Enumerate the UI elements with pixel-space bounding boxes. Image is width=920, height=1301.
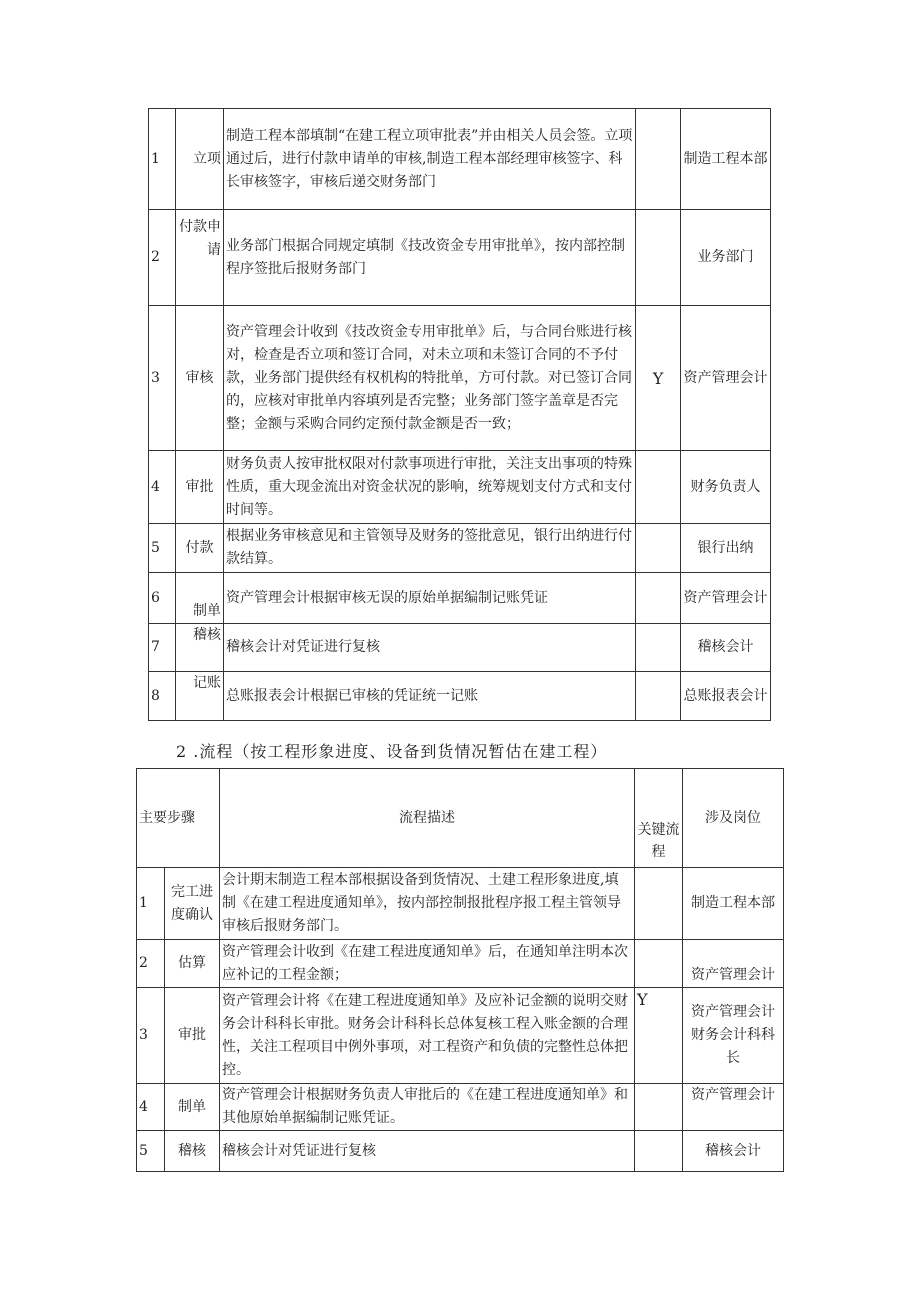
responsible-post: 制造工程本部 [683, 868, 784, 940]
step-number: 1 [137, 868, 165, 940]
step-description: 资产管理会计收到《技改资金专用审批单》后，与合同台账进行核对，检查是否立项和签订合同，对未立项和未签订合同的不予付款，业务部门提供经有权机构的特批单，方可付款。对已签订合同的，应核对审批单内容填列是否完整；业务部门签字盖章是否完整；金额与采购合同约定预付款金额是否一致； [224, 306, 636, 451]
table-header-row [137, 769, 784, 868]
step-description: 根据业务审核意见和主管领导及财务的签批意见，银行出纳进行付款结算。 [224, 524, 636, 573]
step-name: 制单 [165, 1084, 220, 1131]
step-description: 资产管理会计收到《在建工程进度通知单》后，在通知单注明本次应补记的工程金额； [220, 940, 635, 988]
step-description: 制造工程本部填制“在建工程立项审批表”并由相关人员会签。立项通过后，进行付款申请单的审核,制造工程本部经理审核签字、科长审核签字，审核后递交财务部门 [224, 109, 636, 210]
responsible-post: 业务部门 [681, 210, 771, 306]
key-flag [635, 940, 683, 988]
step-number: 2 [137, 940, 165, 988]
table-row [149, 524, 771, 573]
step-description: 资产管理会计将《在建工程进度通知单》及应补记金额的说明交财务会计科科长审批。财务会计科科长总体复核工程入账金额的合理性，关注工程项目中例外事项，对工程资产和负债的完整性总体把控。 [220, 988, 635, 1084]
step-number: 3 [137, 988, 165, 1084]
table-row [137, 1131, 784, 1172]
responsible-post: 银行出纳 [681, 524, 771, 573]
step-name: 立项 [176, 109, 224, 210]
step-number: 5 [137, 1131, 165, 1172]
table-row [149, 624, 771, 672]
header-post: 涉及岗位 [683, 769, 784, 868]
table-row [149, 306, 771, 451]
table-row [149, 451, 771, 524]
step-description: 总账报表会计根据已审核的凭证统一记账 [224, 672, 636, 721]
step-number: 2 [149, 210, 176, 306]
estimate-process-table [136, 768, 784, 1172]
header-steps: 主要步骤 [137, 769, 220, 868]
step-name: 审批 [176, 451, 224, 524]
step-number: 1 [149, 109, 176, 210]
key-flag [636, 524, 681, 573]
step-name: 记账 [176, 672, 224, 721]
responsible-post: 稽核会计 [683, 1131, 784, 1172]
responsible-post: 资产管理会计 [681, 573, 771, 624]
step-number: 6 [149, 573, 176, 624]
responsible-post: 资产管理会计财务会计科科长 [683, 988, 784, 1084]
key-flag [635, 868, 683, 940]
step-name: 付款 [176, 524, 224, 573]
key-flag [636, 451, 681, 524]
table-row [149, 672, 771, 721]
step-name: 稽核 [176, 624, 224, 672]
table-row [137, 1084, 784, 1131]
approval-process-table [148, 108, 771, 721]
step-description: 资产管理会计根据财务负责人审批后的《在建工程进度通知单》和其他原始单据编制记账凭证。 [220, 1084, 635, 1131]
step-description: 稽核会计对凭证进行复核 [220, 1131, 635, 1172]
step-name: 估算 [165, 940, 220, 988]
responsible-post: 资产管理会计 [681, 306, 771, 451]
key-flag [636, 672, 681, 721]
responsible-post: 稽核会计 [681, 624, 771, 672]
key-flag: Y [635, 988, 683, 1084]
step-description: 会计期末制造工程本部根据设备到货情况、土建工程形象进度,填制《在建工程进度通知单》，按内部控制报批程序报工程主管领导审核后报财务部门。 [220, 868, 635, 940]
table-row [137, 988, 784, 1084]
section-title: 2 .流程（按工程形象进度、设备到货情况暂估在建工程） [176, 742, 608, 761]
step-name: 审批 [165, 988, 220, 1084]
step-name: 稽核 [165, 1131, 220, 1172]
key-flag: Y [636, 306, 681, 451]
step-name: 付款申请 [176, 210, 224, 306]
header-key: 关键流程 [635, 769, 683, 868]
responsible-post: 总账报表会计 [681, 672, 771, 721]
table-row [137, 940, 784, 988]
step-description: 资产管理会计根据审核无误的原始单据编制记账凭证 [224, 573, 636, 624]
key-flag [636, 573, 681, 624]
step-number: 5 [149, 524, 176, 573]
step-number: 7 [149, 624, 176, 672]
header-description: 流程描述 [220, 769, 635, 868]
responsible-post: 资产管理会计 [683, 940, 784, 988]
table-row [149, 109, 771, 210]
responsible-post: 资产管理会计 [683, 1084, 784, 1131]
step-name: 制单 [176, 573, 224, 624]
responsible-post: 制造工程本部 [681, 109, 771, 210]
key-flag [635, 1131, 683, 1172]
step-number: 4 [137, 1084, 165, 1131]
responsible-post: 财务负责人 [681, 451, 771, 524]
step-description: 业务部门根据合同规定填制《技改资金专用审批单》，按内部控制程序签批后报财务部门 [224, 210, 636, 306]
key-flag [635, 1084, 683, 1131]
table-row [149, 573, 771, 624]
step-number: 3 [149, 306, 176, 451]
step-name: 审核 [176, 306, 224, 451]
key-flag [636, 109, 681, 210]
step-number: 8 [149, 672, 176, 721]
table-row [149, 210, 771, 306]
table-row [137, 868, 784, 940]
step-number: 4 [149, 451, 176, 524]
key-flag [636, 210, 681, 306]
step-description: 稽核会计对凭证进行复核 [224, 624, 636, 672]
key-flag [636, 624, 681, 672]
step-description: 财务负责人按审批权限对付款事项进行审批，关注支出事项的特殊性质，重大现金流出对资金状况的影响，统筹规划支付方式和支付时间等。 [224, 451, 636, 524]
step-name: 完工进度确认 [165, 868, 220, 940]
